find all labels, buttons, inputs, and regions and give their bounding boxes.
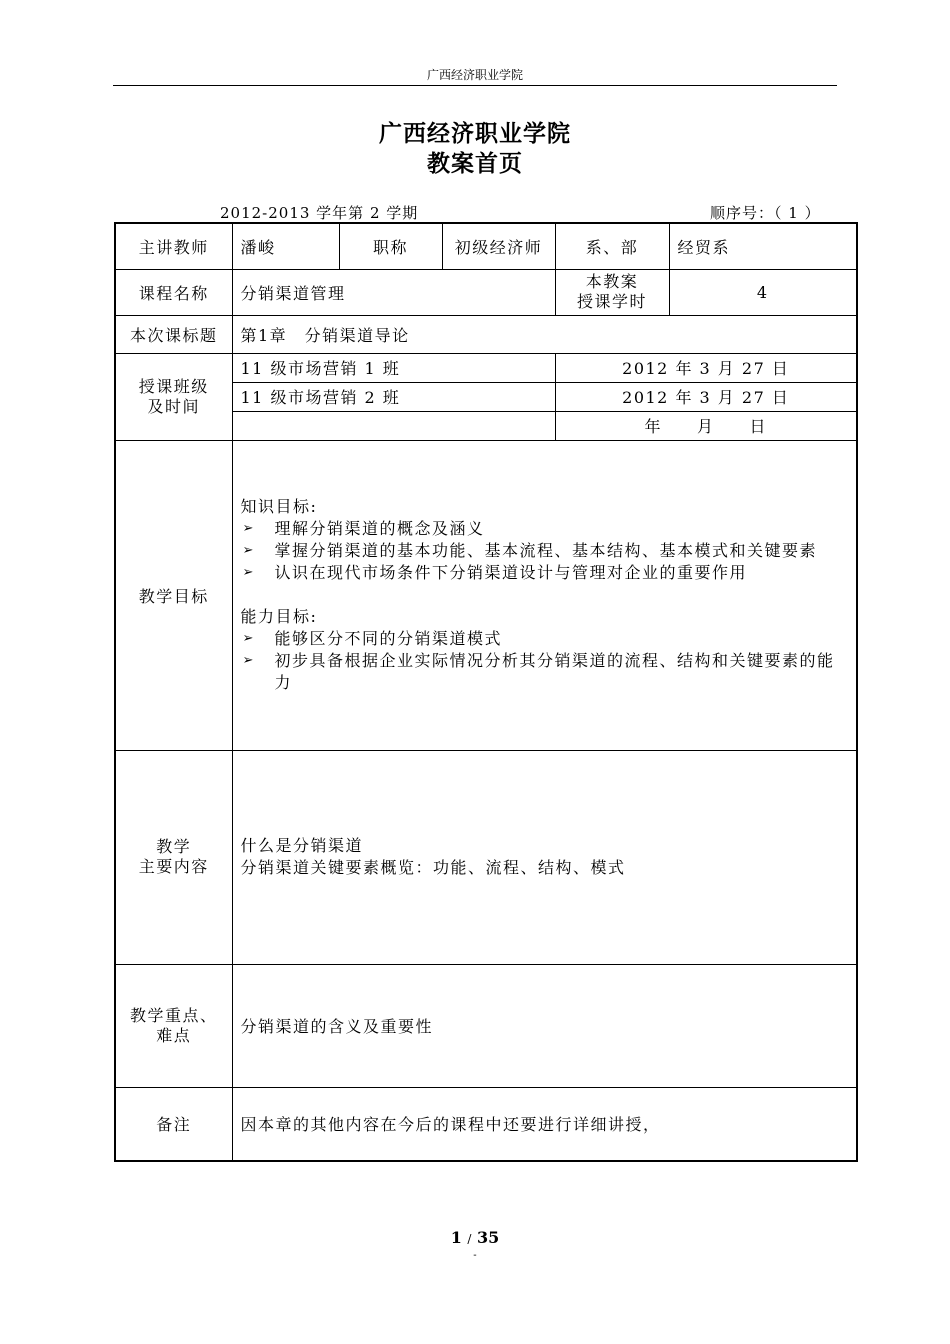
teacher-label: 主讲教师 [115,223,232,269]
teacher-name: 潘峻 [232,223,339,269]
course-row [115,269,857,315]
schedule-row-1 [115,353,857,382]
page-number [0,1228,950,1247]
bullet-arrow-icon: ➢ [242,653,255,668]
remark-label: 备注 [115,1087,232,1161]
lesson-plan-table [114,222,858,1162]
schedule-label [115,353,232,440]
ability-heading: 能力目标: [240,607,318,626]
schedule-label-line1: 授课班级 [138,376,209,396]
ability-item [241,628,849,650]
dept-label: 系、部 [555,223,669,269]
course-label: 课程名称 [115,269,232,315]
key-points-label-line1: 教学重点、 [129,1005,218,1025]
hours-label-line2: 授课学时 [576,292,647,311]
dept-value: 经贸系 [669,223,857,269]
current-page: 1 [450,1228,462,1247]
knowledge-item-text: 认识在现代市场条件下分销渠道设计与管理对企业的重要作用 [274,563,748,582]
knowledge-item-text: 理解分销渠道的概念及涵义 [274,519,485,538]
content-label-line2: 主要内容 [138,857,209,876]
bullet-arrow-icon: ➢ [242,543,255,558]
knowledge-item-text: 掌握分销渠道的基本功能、基本流程、基本结构、基本模式和关键要素 [274,541,818,560]
objectives-content [232,440,857,750]
footer-dash: - [473,1250,477,1261]
class-name [232,411,555,440]
objectives-label: 教学目标 [115,440,232,750]
header-rule [113,85,837,86]
class-date: 年 月 日 [555,411,857,440]
class-name: 11 级市场营销 2 班 [232,382,555,411]
content-label [115,750,232,964]
title-label: 职称 [339,223,442,269]
ability-item-text: 能够区分不同的分销渠道模式 [274,629,503,648]
key-points-value: 分销渠道的含义及重要性 [232,964,857,1087]
ability-item-text: 初步具备根据企业实际情况分析其分销渠道的流程、结构和关键要素的能力 [274,651,835,692]
key-points-label-line2: 难点 [156,1025,192,1045]
content-row [115,750,857,964]
objectives-row [115,440,857,750]
page-separator: / [467,1232,472,1246]
document-subtitle: 教案首页 [427,151,523,177]
bullet-arrow-icon: ➢ [242,565,255,580]
document-title: 广西经济职业学院 [379,121,571,147]
bullet-arrow-icon: ➢ [242,521,255,536]
remark-value: 因本章的其他内容在今后的课程中还要进行详细讲授， [232,1087,857,1161]
knowledge-heading: 知识目标: [240,497,318,516]
knowledge-item [241,562,849,584]
key-points-row [115,964,857,1087]
knowledge-item [241,518,849,540]
topic-value: 第1章 分销渠道导论 [232,315,857,353]
bullet-arrow-icon: ➢ [242,631,255,646]
hours-label [555,269,669,315]
content-label-line1: 教学 [156,837,192,856]
class-name: 11 级市场营销 1 班 [232,353,555,382]
key-points-label [115,964,232,1087]
ability-item [241,650,849,694]
class-date: 2012 年 3 月 27 日 [555,353,857,382]
spacer [241,584,849,606]
topic-row [115,315,857,353]
semester-label: 2012-2013 学年第 2 学期 [220,204,419,222]
sequence-number: 顺序号：（ 1 ） [710,204,821,222]
topic-label: 本次课标题 [115,315,232,353]
hours-value: 4 [669,269,857,315]
course-name: 分销渠道管理 [232,269,555,315]
hours-label-line1: 本教案 [585,272,639,291]
total-pages: 35 [477,1228,500,1247]
content-value [232,750,857,964]
class-date: 2012 年 3 月 27 日 [555,382,857,411]
content-line: 什么是分销渠道 [240,836,364,855]
schedule-label-line2: 及时间 [147,396,200,416]
running-header: 广西经济职业学院 [426,68,523,82]
title-value: 初级经济师 [442,223,555,269]
teacher-row [115,223,857,269]
remark-row [115,1087,857,1161]
content-line: 分销渠道关键要素概览：功能、流程、结构、模式 [240,858,626,877]
knowledge-item [241,540,849,562]
